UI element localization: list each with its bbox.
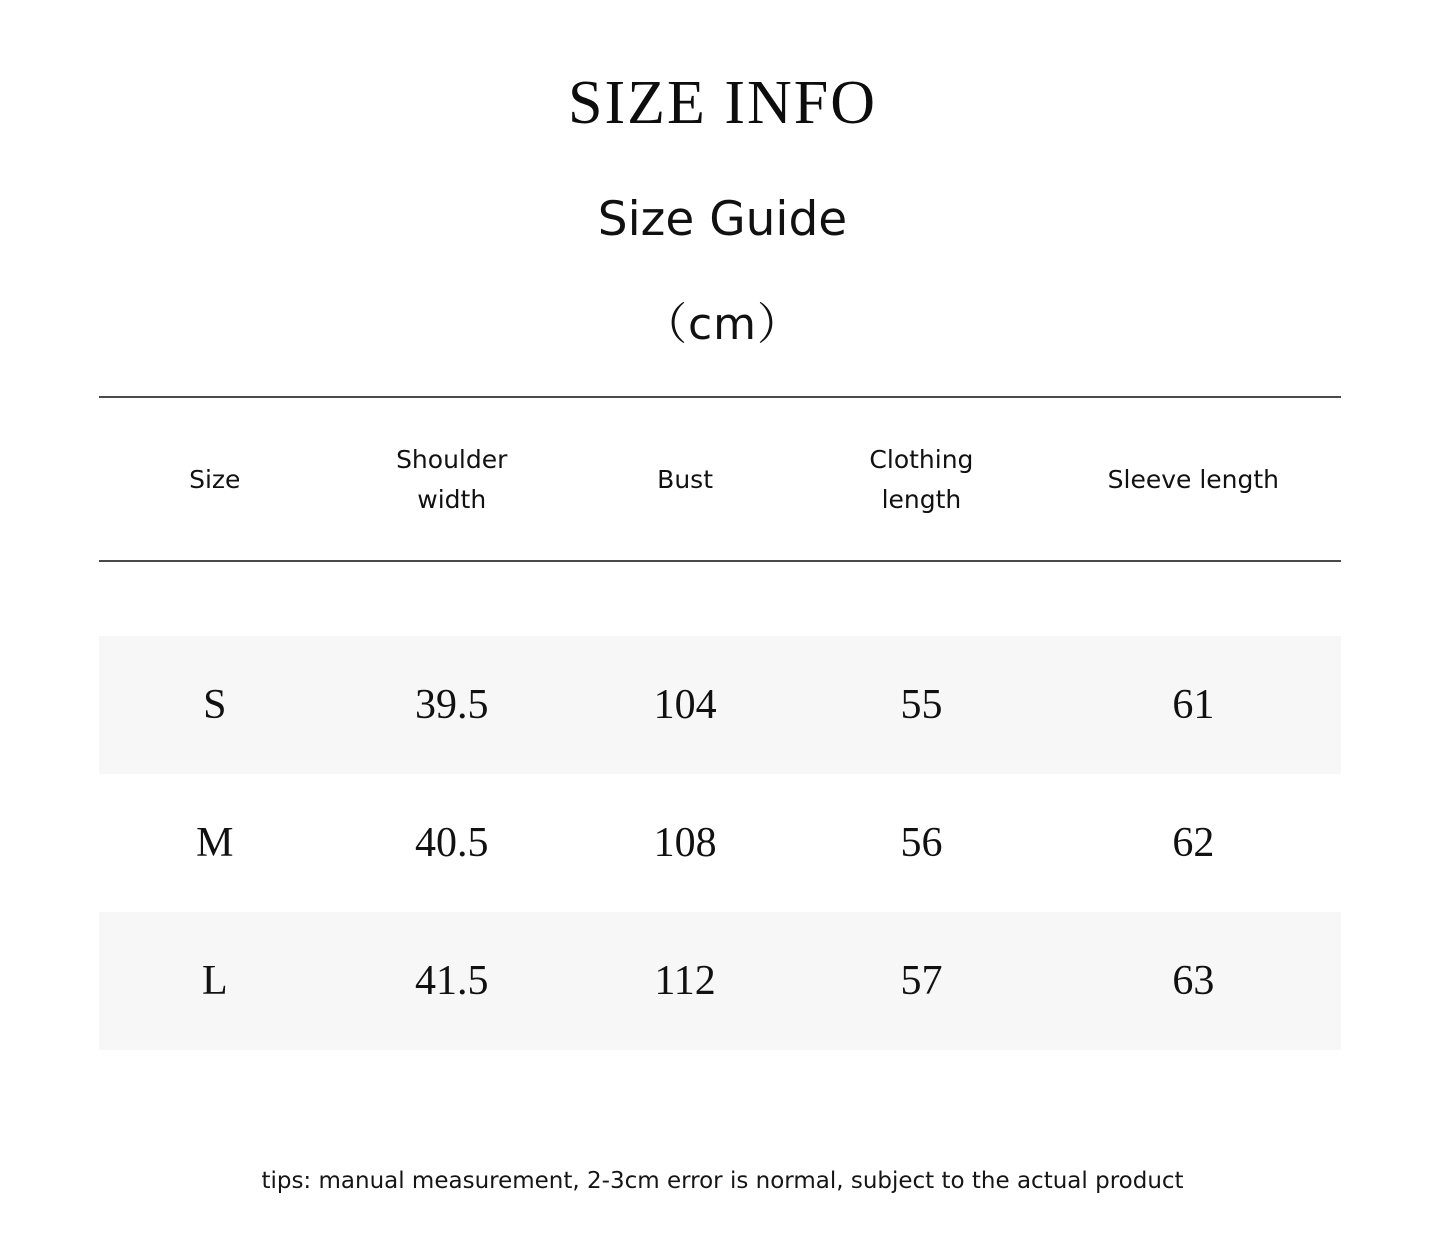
column-header-clothing-length-label: Clothing length xyxy=(869,445,974,514)
cell-sleeve-length: 62 xyxy=(1172,820,1215,866)
spacer-cell xyxy=(573,561,797,636)
size-table-container xyxy=(99,396,1341,1050)
cell-shoulder-width: 40.5 xyxy=(414,820,489,866)
spacer-cell xyxy=(797,561,1045,636)
title-block xyxy=(0,0,1445,350)
cell-size: M xyxy=(196,820,234,866)
cell-bust: 112 xyxy=(573,912,797,1050)
table-row xyxy=(99,774,1341,912)
cell-shoulder-width: 39.5 xyxy=(331,636,573,774)
cell-clothing-length: 55 xyxy=(797,636,1045,774)
column-header-sleeve-length xyxy=(1046,397,1341,561)
page-title: SIZE INFO xyxy=(567,69,878,137)
cell-size: L xyxy=(99,912,331,1050)
column-header-size-label: Size xyxy=(189,465,241,494)
column-header-bust xyxy=(573,397,797,561)
table-header-row xyxy=(99,397,1341,561)
spacer-cell xyxy=(99,561,331,636)
column-header-size xyxy=(99,397,331,561)
measurement-unit-label: （cm） xyxy=(642,299,803,350)
cell-bust: 104 xyxy=(573,636,797,774)
column-header-shoulder-width-label: Shoulder width xyxy=(396,445,508,514)
cell-size: S xyxy=(99,636,331,774)
cell-clothing-length: 56 xyxy=(900,820,943,866)
cell-bust: 108 xyxy=(653,820,717,866)
size-table-header xyxy=(99,397,1341,561)
column-header-bust-label: Bust xyxy=(657,465,713,494)
table-spacer-row xyxy=(99,561,1341,636)
size-table xyxy=(99,396,1341,1050)
cell-clothing-length: 57 xyxy=(797,912,1045,1050)
table-row xyxy=(99,912,1341,1050)
spacer-cell xyxy=(1046,561,1341,636)
column-header-sleeve-length-label: Sleeve length xyxy=(1107,465,1280,494)
column-header-shoulder-width xyxy=(331,397,573,561)
column-header-clothing-length xyxy=(797,397,1045,561)
table-row xyxy=(99,636,1341,774)
spacer-cell xyxy=(331,561,573,636)
measurement-tips: tips: manual measurement, 2-3cm error is normal, subject to the actual product xyxy=(261,1168,1184,1194)
cell-shoulder-width: 41.5 xyxy=(331,912,573,1050)
cell-sleeve-length: 63 xyxy=(1046,912,1341,1050)
size-table-body xyxy=(99,561,1341,1050)
page-subtitle: Size Guide xyxy=(597,192,848,247)
cell-sleeve-length: 61 xyxy=(1046,636,1341,774)
